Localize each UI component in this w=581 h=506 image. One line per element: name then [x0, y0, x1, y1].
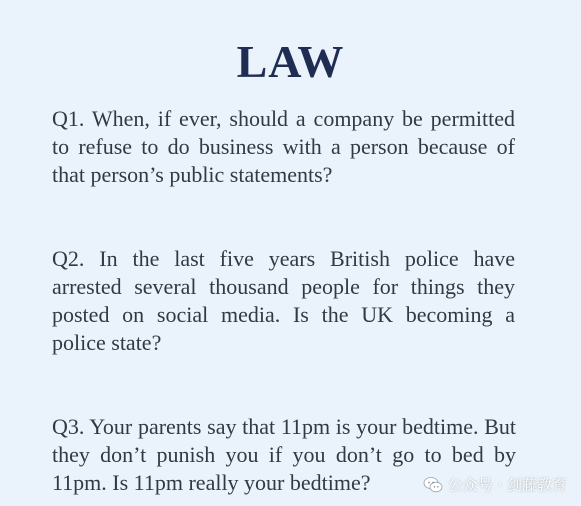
question-1: Q1. When, if ever, should a company be permitted to refuse to do business with a person because of that person’s public statements? [52, 106, 515, 187]
wechat-icon [423, 476, 443, 494]
page-title: LAW [236, 35, 345, 87]
question-3: Q3. Your parents say that 11pm is your bedtime. But they don’t punish you if you don’t go to bed by 11pm. Is 11pm really your bedtime? [52, 414, 516, 495]
watermark-text: 公众号 · 剑藤教育 [447, 476, 567, 494]
question-2: Q2. In the last five years British police have arrested several thousand people for things they posted on social media. Is the UK becoming a police state? [52, 246, 515, 355]
wechat-watermark [423, 476, 567, 494]
